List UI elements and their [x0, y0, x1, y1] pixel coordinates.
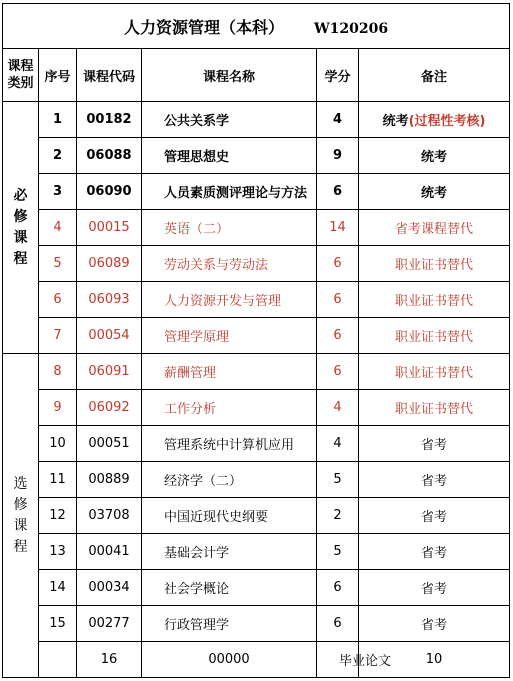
- name-cell: 社会学概论: [142, 570, 317, 606]
- table-row: [3, 570, 510, 606]
- code-cell: 00041: [77, 534, 142, 570]
- table-row: [3, 318, 510, 354]
- credit-cell: 5: [317, 462, 359, 498]
- seq-cell: 1: [39, 102, 77, 138]
- note-cell: 省考: [359, 426, 510, 462]
- note-cell: 职业证书替代: [359, 390, 510, 426]
- header-category: 课程类别: [3, 49, 39, 102]
- seq-cell: 12: [39, 498, 77, 534]
- note-cell: 统考(过程性考核): [359, 102, 510, 138]
- credit-cell: 9: [317, 138, 359, 174]
- seq-cell: 11: [39, 462, 77, 498]
- seq-cell: 6: [39, 282, 77, 318]
- header-row: [3, 49, 510, 102]
- note-cell: 统考: [359, 138, 510, 174]
- name-cell: 人员素质测评理论与方法: [142, 174, 317, 210]
- code-cell: 06089: [77, 246, 142, 282]
- code-cell: 00054: [77, 318, 142, 354]
- seq-cell: 9: [39, 390, 77, 426]
- seq-cell: 10: [39, 426, 77, 462]
- credit-cell: 5: [317, 534, 359, 570]
- program-code: W120206: [313, 20, 389, 37]
- category-required: 必修课程: [3, 102, 39, 354]
- table-row: [3, 282, 510, 318]
- note-cell: 职业证书替代: [359, 318, 510, 354]
- seq-cell: 4: [39, 210, 77, 246]
- table-row: [3, 426, 510, 462]
- seq-cell: 5: [39, 246, 77, 282]
- table-row: [3, 210, 510, 246]
- note-cell: 省考: [359, 534, 510, 570]
- code-cell: 06093: [77, 282, 142, 318]
- name-cell: 毕业论文: [317, 642, 359, 678]
- name-cell: 行政管理学: [142, 606, 317, 642]
- code-cell: 06092: [77, 390, 142, 426]
- name-cell: 基础会计学: [142, 534, 317, 570]
- seq-cell: 7: [39, 318, 77, 354]
- credit-cell: 14: [317, 210, 359, 246]
- header-code: 课程代码: [77, 49, 142, 102]
- name-cell: 管理系统中计算机应用: [142, 426, 317, 462]
- credit-cell: 4: [317, 102, 359, 138]
- note-cell: 统考: [359, 174, 510, 210]
- note-cell: 职业证书替代: [359, 354, 510, 390]
- credit-cell: 4: [317, 390, 359, 426]
- table-row: [3, 498, 510, 534]
- name-cell: 薪酬管理: [142, 354, 317, 390]
- code-cell: 00051: [77, 426, 142, 462]
- code-cell: 06088: [77, 138, 142, 174]
- name-cell: 人力资源开发与管理: [142, 282, 317, 318]
- table-row: [3, 246, 510, 282]
- seq-cell: 14: [39, 570, 77, 606]
- credit-cell: 6: [317, 570, 359, 606]
- code-cell: 03708: [77, 498, 142, 534]
- table-row: [3, 642, 510, 678]
- note-cell: 省考: [359, 606, 510, 642]
- code-cell: 00015: [77, 210, 142, 246]
- note-cell: 职业证书替代: [359, 282, 510, 318]
- name-cell: 管理学原理: [142, 318, 317, 354]
- name-cell: 工作分析: [142, 390, 317, 426]
- code-cell: 00034: [77, 570, 142, 606]
- table-title-cell: [3, 4, 510, 49]
- credit-cell: 6: [317, 606, 359, 642]
- credit-cell: 6: [317, 282, 359, 318]
- table-row: [3, 390, 510, 426]
- note-cell: 职业证书替代: [359, 246, 510, 282]
- header-seq: 序号: [39, 49, 77, 102]
- note-cell: 省考: [359, 462, 510, 498]
- credit-cell: 10: [359, 642, 510, 678]
- code-cell: 00000: [142, 642, 317, 678]
- note-cell: 省考课程替代: [359, 210, 510, 246]
- table-row: [3, 534, 510, 570]
- credit-cell: 6: [317, 246, 359, 282]
- table-row: [3, 354, 510, 390]
- header-name: 课程名称: [142, 49, 317, 102]
- seq-cell: 13: [39, 534, 77, 570]
- seq-cell: 8: [39, 354, 77, 390]
- code-cell: 00277: [77, 606, 142, 642]
- empty-category-cell: [39, 642, 77, 678]
- credit-cell: 4: [317, 426, 359, 462]
- seq-cell: 16: [77, 642, 142, 678]
- table-row: [3, 606, 510, 642]
- code-cell: 06090: [77, 174, 142, 210]
- credit-cell: 6: [317, 354, 359, 390]
- name-cell: 管理思想史: [142, 138, 317, 174]
- seq-cell: 3: [39, 174, 77, 210]
- table-row: [3, 138, 510, 174]
- name-cell: 经济学（二）: [142, 462, 317, 498]
- curriculum-table: [2, 3, 510, 678]
- code-cell: 06091: [77, 354, 142, 390]
- note-extra: (过程性考核): [408, 114, 486, 129]
- credit-cell: 6: [317, 318, 359, 354]
- table-row: [3, 462, 510, 498]
- name-cell: 英语（二）: [142, 210, 317, 246]
- name-cell: 公共关系学: [142, 102, 317, 138]
- seq-cell: 2: [39, 138, 77, 174]
- note-cell: 省考: [359, 498, 510, 534]
- header-note: 备注: [359, 49, 510, 102]
- code-cell: 00889: [77, 462, 142, 498]
- table-row: [3, 102, 510, 138]
- name-cell: 劳动关系与劳动法: [142, 246, 317, 282]
- code-cell: 00182: [77, 102, 142, 138]
- table-row: [3, 174, 510, 210]
- note-cell: 省考: [359, 570, 510, 606]
- credit-cell: 6: [317, 174, 359, 210]
- credit-cell: 2: [317, 498, 359, 534]
- name-cell: 中国近现代史纲要: [142, 498, 317, 534]
- category-elective: 选修课程: [3, 354, 39, 678]
- seq-cell: 15: [39, 606, 77, 642]
- program-title: 人力资源管理（本科）: [123, 17, 284, 37]
- header-credit: 学分: [317, 49, 359, 102]
